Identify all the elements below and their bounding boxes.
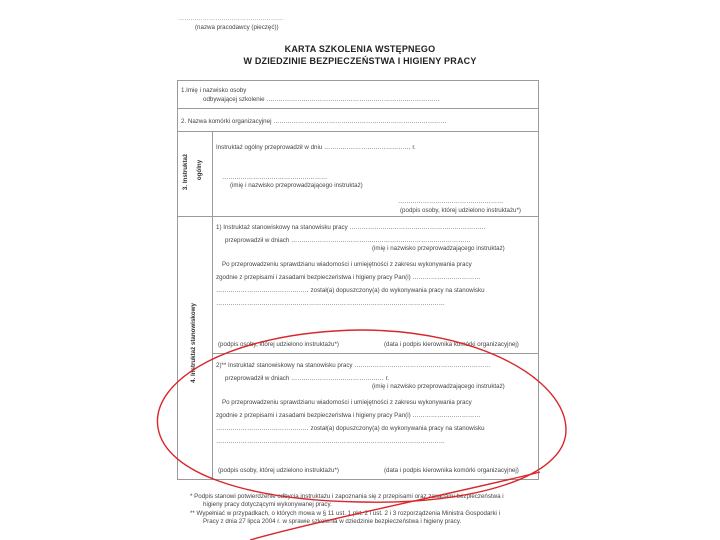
form-title-line1: KARTA SZKOLENIA WSTĘPNEGO (284, 44, 436, 54)
part1-line2: przeprowadził w dniach …………………………………………………………………………… (225, 237, 471, 244)
divider-2 (177, 131, 539, 132)
section3-label-1: 3. Instruktaż (182, 153, 189, 191)
part1-line3: (imię i nazwisko przeprowadzającego instruktaż) (372, 245, 505, 252)
part2-line1: 2)** Instruktaż stanowiskowy na stanowisku pracy ………………………………………………………… (216, 362, 491, 369)
footnote-2a: ** Wypełniać w przypadkach, o których mowa w § 11 ust. 1 pkt. 2 i ust. 2 i 3 rozporządzenia Ministra Gospodarki i (190, 510, 501, 517)
part1-line9: (data i podpis kierownika komórki organizacyjnej) (384, 341, 519, 348)
divider-4 (213, 353, 539, 354)
part2-line9: (data i podpis kierownika komórki organizacyjnej) (384, 467, 519, 474)
part2-line7: ………………………………………………………………………………………………… (216, 438, 445, 445)
part1-line8: (podpis osoby, której udzielono instruktażu*) (218, 341, 339, 348)
section3-line5: (podpis osoby, której udzielono instruktażu*) (400, 207, 521, 214)
section3-line1: Instruktaż ogólny przeprowadził w dniu …………………………………… r. (216, 144, 416, 151)
section2-line: 2. Nazwa komórki organizacyjnej ………………………………………………………………………… (181, 118, 447, 125)
part2-line4: Po przeprowadzeniu sprawdzianu wiadomości i umiejętności z zakresu wykonywania pracy (222, 399, 472, 406)
footnote-2b: Pracy z dnia 27 lipca 2004 r. w sprawie szkolenia w dziedzinie bezpieczeństwa i higieny pracy. (203, 518, 462, 525)
part2-line2: przeprowadził w dniach ……………………………………… r. (225, 375, 390, 382)
footnote-1a: * Podpis stanowi potwierdzenie odbycia instruktażu i zapoznania się z przepisami oraz zasadami bezpieczeństwa i (190, 493, 504, 500)
section3-line3: (imię i nazwisko przeprowadzającego instruktaż) (230, 182, 363, 189)
part1-line4: Po przeprowadzeniu sprawdzianu wiadomości i umiejętności z zakresu wykonywania pracy (222, 261, 472, 268)
form-title-line2: W DZIEDZINIE BEZPIECZEŃSTWA I HIGIENY PRACY (243, 56, 477, 66)
part2-line6: ……………………………………… został(a) dopuszczony(a) do wykonywania pracy na stanowisku (216, 425, 485, 432)
footnote-1b: higieny pracy dotyczącymi wykonywanej pracy. (203, 501, 332, 508)
section3-line2: …………………………………………… (222, 174, 328, 181)
section4-label: 4. Instruktaż stanowiskowy (190, 303, 197, 383)
part2-line5: zgodnie z przepisami i zasadami bezpieczeństwa i higieny pracy Pan(i) …………………………… (216, 412, 481, 419)
section1-line1: 1.Imię i nazwisko osoby (181, 87, 247, 94)
part1-line5: zgodnie z przepisami i zasadami bezpieczeństwa i higieny pracy Pan(i) …………………………… (216, 274, 481, 281)
section3-line4: …………………………………………… (398, 198, 504, 205)
section1-line2: odbywającej szkolenie ………………………………………………………………………… (203, 96, 440, 103)
divider-1 (177, 108, 539, 109)
part1-line7: ………………………………………………………………………………………………… (216, 300, 445, 307)
employer-dotted-line: …………………………………………… (178, 15, 284, 22)
section3-label-2: ogólny (196, 159, 203, 181)
part2-line3: (imię i nazwisko przeprowadzającego instruktaż) (372, 383, 505, 390)
divider-3 (177, 216, 539, 217)
employer-label: (nazwa pracodawcy (pieczęć)) (195, 24, 279, 31)
part1-line1: 1) Instruktaż stanowiskowy na stanowisku pracy ………………………………………………………… (216, 224, 486, 231)
part2-line8: (podpis osoby, której udzielono instruktażu*) (218, 467, 339, 474)
part1-line6: ……………………………………… został(a) dopuszczony(a) do wykonywania pracy na stanowisku (216, 287, 485, 294)
